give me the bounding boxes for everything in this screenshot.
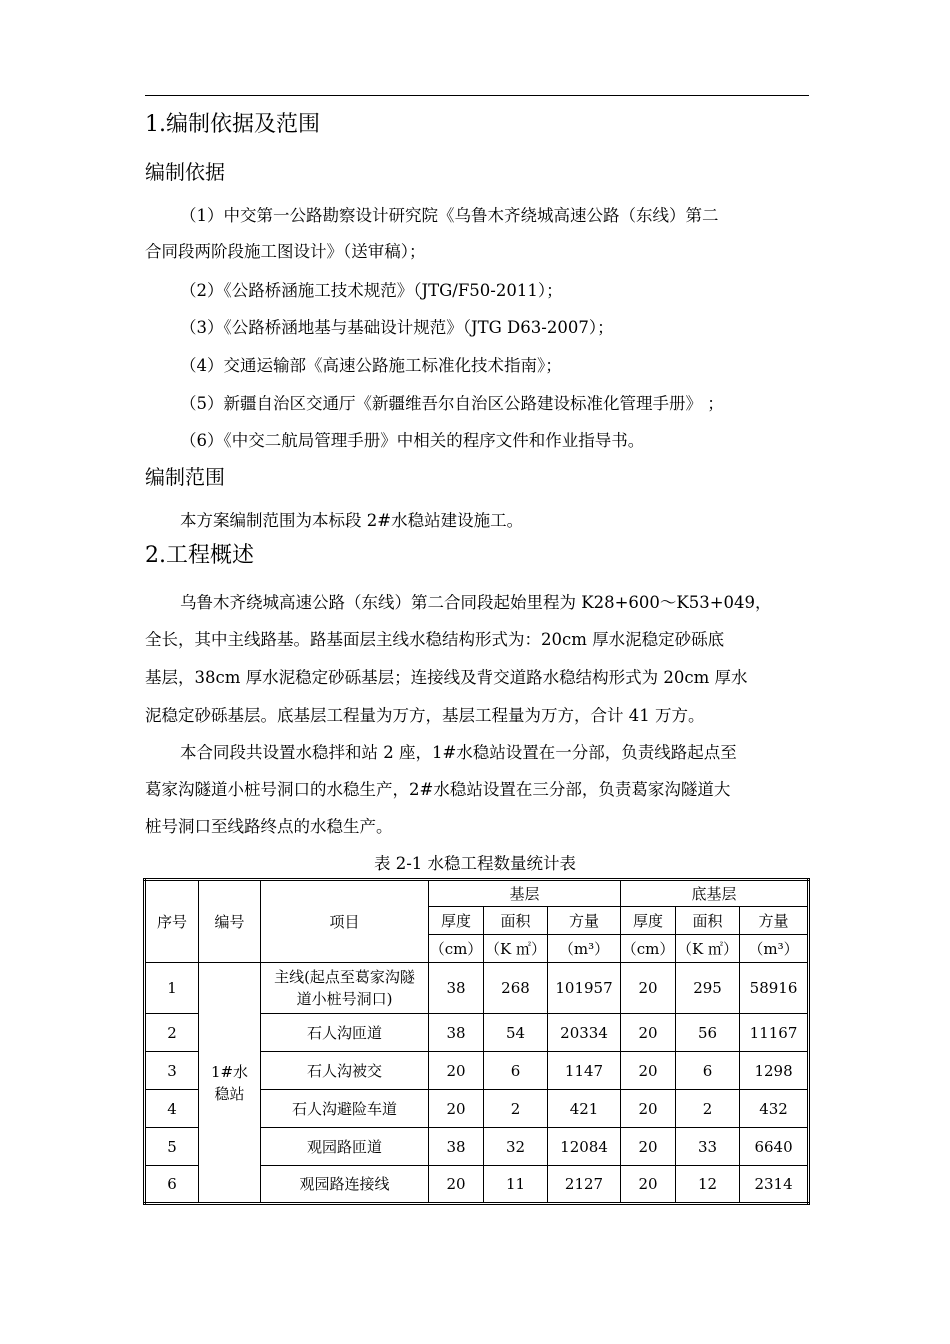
cell-seq: 2 (145, 1014, 199, 1052)
cell-base-volume: 2127 (548, 1166, 621, 1204)
cell-subbase-area: 12 (676, 1166, 740, 1204)
basis-heading: 编制依据 (145, 160, 225, 184)
cell-subbase-thickness: 20 (621, 1052, 676, 1090)
cell-base-thickness: 20 (429, 1166, 484, 1204)
scope-heading: 编制范围 (145, 465, 225, 489)
cell-base-volume: 20334 (548, 1014, 621, 1052)
unit-subbase-area: （K ㎡） (676, 935, 740, 963)
basis-item-5: （5）新疆自治区交通厅《新疆维吾尔自治区公路建设标准化管理手册》 ； (180, 394, 724, 413)
cell-subbase-volume: 432 (740, 1090, 809, 1128)
header-base-volume: 方量 (548, 907, 621, 935)
basis-item-1-cont: 合同段两阶段施工图设计》（送审稿）； (145, 242, 426, 261)
header-subbase-thickness: 厚度 (621, 907, 676, 935)
stations-line-3: 桩号洞口至线路终点的水稳生产。 (145, 817, 393, 836)
cell-seq: 5 (145, 1128, 199, 1166)
cell-subbase-volume: 58916 (740, 963, 809, 1014)
unit-subbase-thickness: （cm） (621, 935, 676, 963)
stations-line-2: 葛家沟隧道小桩号洞口的水稳生产，2#水稳站设置在三分部，负责葛家沟隧道大 (145, 780, 731, 799)
header-subbase-volume: 方量 (740, 907, 809, 935)
cell-base-thickness: 38 (429, 963, 484, 1014)
basis-item-2: （2）《公路桥涵施工技术规范》（JTG/F50-2011）； (180, 281, 563, 300)
unit-base-volume: （m³） (548, 935, 621, 963)
header-rule (145, 95, 809, 96)
overview-line-1: 乌鲁木齐绕城高速公路（东线）第二合同段起始里程为 K28+600～K53+049， (180, 593, 772, 612)
cell-item: 石人沟匝道 (261, 1014, 429, 1052)
cell-base-thickness: 20 (429, 1090, 484, 1128)
cell-subbase-thickness: 20 (621, 1090, 676, 1128)
stations-line-1: 本合同段共设置水稳拌和站 2 座，1#水稳站设置在一分部，负责线路起点至 (180, 743, 737, 762)
cell-seq: 1 (145, 963, 199, 1014)
basis-item-3: （3）《公路桥涵地基与基础设计规范》（JTG D63-2007）； (180, 318, 614, 337)
cell-base-area: 54 (484, 1014, 548, 1052)
cell-base-area: 11 (484, 1166, 548, 1204)
unit-subbase-volume: （m³） (740, 935, 809, 963)
header-subbase: 底基层 (621, 880, 809, 907)
header-base-thickness: 厚度 (429, 907, 484, 935)
basis-item-4: （4）交通运输部《高速公路施工标准化技术指南》； (180, 356, 562, 375)
cell-base-volume: 12084 (548, 1128, 621, 1166)
cell-base-area: 6 (484, 1052, 548, 1090)
unit-base-area: （K ㎡） (484, 935, 548, 963)
cell-subbase-area: 2 (676, 1090, 740, 1128)
quantity-table (143, 878, 810, 1205)
unit-base-thickness: （cm） (429, 935, 484, 963)
cell-base-area: 2 (484, 1090, 548, 1128)
table-caption: 表 2-1 水稳工程数量统计表 (373, 854, 577, 873)
header-base-area: 面积 (484, 907, 548, 935)
cell-base-volume: 421 (548, 1090, 621, 1128)
overview-line-3: 基层，38cm 厚水泥稳定砂砾基层；连接线及背交道路水稳结构形式为 20cm 厚水 (145, 668, 748, 687)
header-seq: 序号 (145, 880, 199, 963)
cell-subbase-area: 6 (676, 1052, 740, 1090)
cell-subbase-thickness: 20 (621, 1014, 676, 1052)
overview-line-4: 泥稳定砂砾基层。底基层工程量为万方，基层工程量为万方，合计 41 万方。 (145, 706, 705, 725)
section1-title: 1.编制依据及范围 (145, 112, 320, 137)
cell-subbase-volume: 6640 (740, 1128, 809, 1166)
basis-item-6: （6）《中交二航局管理手册》中相关的程序文件和作业指导书。 (180, 431, 645, 450)
cell-subbase-volume: 2314 (740, 1166, 809, 1204)
cell-subbase-volume: 11167 (740, 1014, 809, 1052)
table-header-row-1 (145, 880, 809, 907)
cell-base-thickness: 20 (429, 1052, 484, 1090)
cell-item: 观园路连接线 (261, 1166, 429, 1204)
section2-title: 2.工程概述 (145, 543, 254, 568)
cell-item: 石人沟避险车道 (261, 1090, 429, 1128)
cell-subbase-area: 56 (676, 1014, 740, 1052)
cell-seq: 4 (145, 1090, 199, 1128)
basis-item-1: （1）中交第一公路勘察设计研究院《乌鲁木齐绕城高速公路（东线）第二 (180, 206, 719, 225)
cell-base-volume: 1147 (548, 1052, 621, 1090)
header-base: 基层 (429, 880, 621, 907)
header-subbase-area: 面积 (676, 907, 740, 935)
cell-seq: 6 (145, 1166, 199, 1204)
cell-item: 石人沟被交 (261, 1052, 429, 1090)
cell-base-thickness: 38 (429, 1128, 484, 1166)
cell-station: 1#水稳站 (199, 963, 261, 1204)
header-code: 编号 (199, 880, 261, 963)
cell-subbase-area: 295 (676, 963, 740, 1014)
cell-base-thickness: 38 (429, 1014, 484, 1052)
cell-subbase-thickness: 20 (621, 1128, 676, 1166)
cell-item: 观园路匝道 (261, 1128, 429, 1166)
cell-subbase-volume: 1298 (740, 1052, 809, 1090)
scope-text: 本方案编制范围为本标段 2#水稳站建设施工。 (180, 511, 524, 530)
cell-subbase-thickness: 20 (621, 963, 676, 1014)
cell-base-volume: 101957 (548, 963, 621, 1014)
cell-seq: 3 (145, 1052, 199, 1090)
cell-base-area: 268 (484, 963, 548, 1014)
cell-base-area: 32 (484, 1128, 548, 1166)
table-row (145, 963, 809, 1014)
cell-subbase-area: 33 (676, 1128, 740, 1166)
header-item: 项目 (261, 880, 429, 963)
overview-line-2: 全长，其中主线路基。路基面层主线水稳结构形式为：20cm 厚水泥稳定砂砾底 (145, 630, 725, 649)
cell-item: 主线(起点至葛家沟隧道小桩号洞口) (261, 963, 429, 1014)
cell-subbase-thickness: 20 (621, 1166, 676, 1204)
